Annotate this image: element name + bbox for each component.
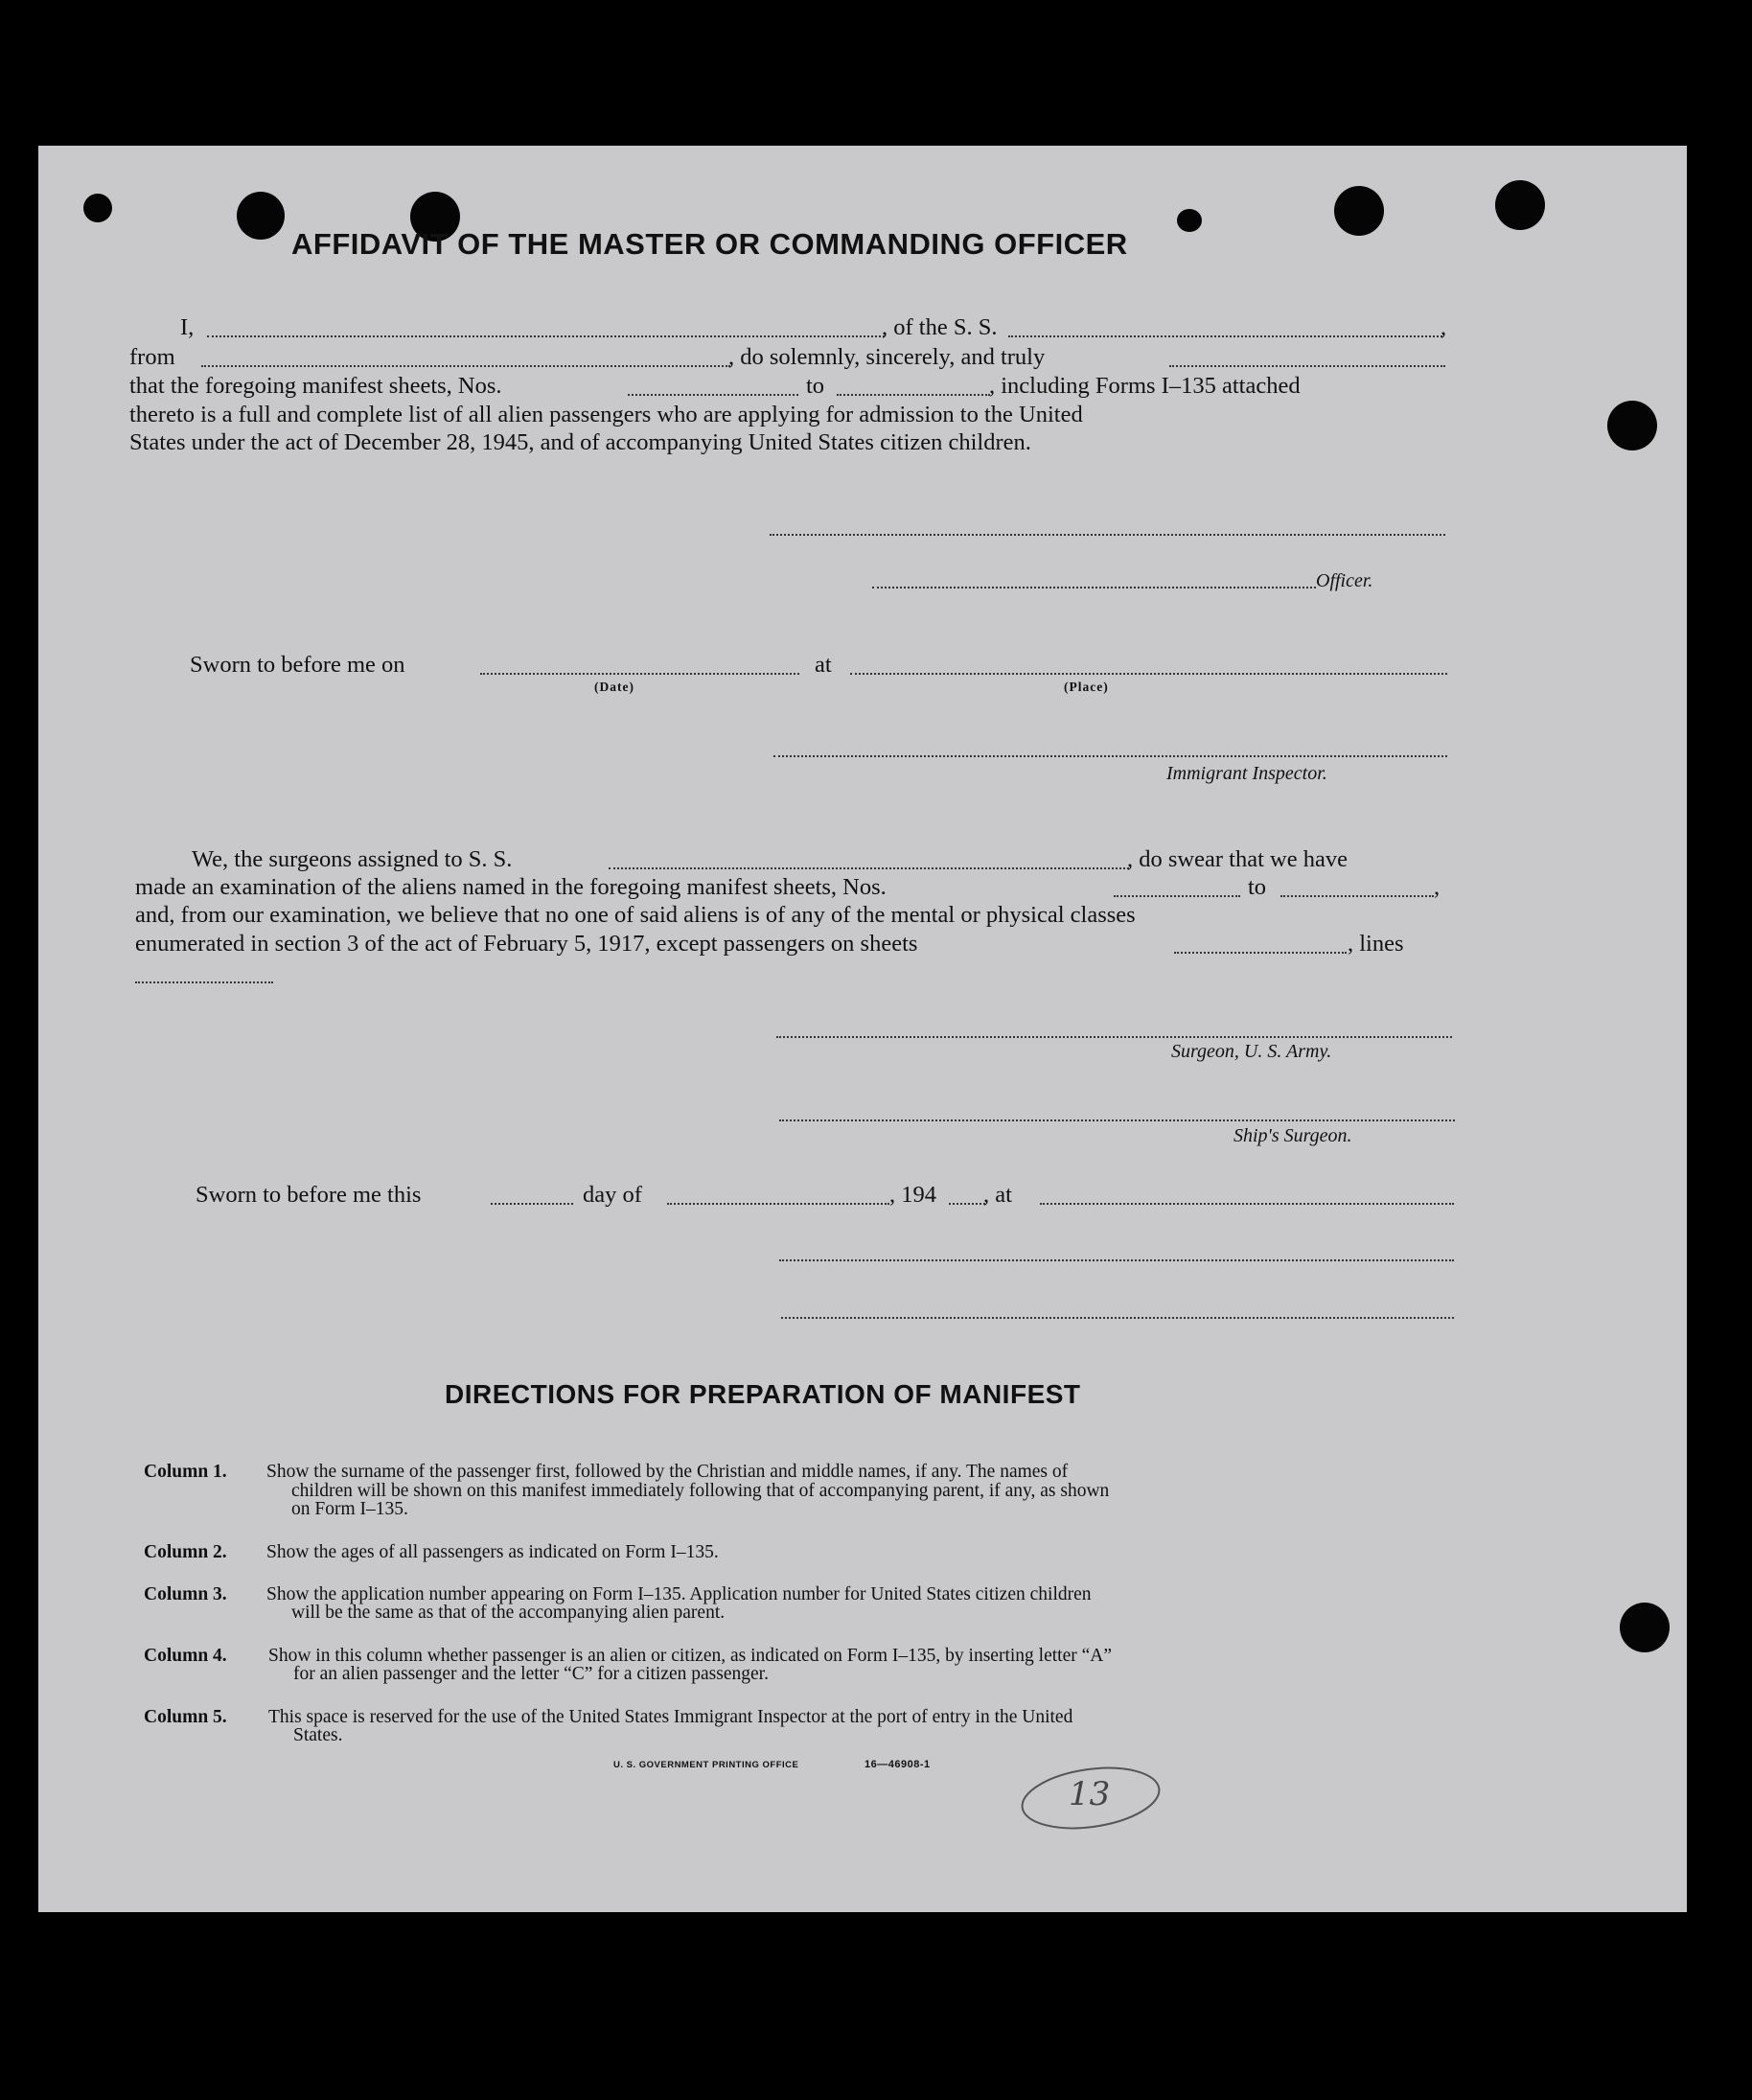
- column-2-text-1: Show the ages of all passengers as indicated on Form I–135.: [266, 1542, 719, 1562]
- sheet-number-to-field[interactable]: [837, 394, 990, 396]
- ship-name-field[interactable]: [1008, 335, 1442, 337]
- handwritten-number: 13: [1069, 1775, 1111, 1813]
- inspector-label: Immigrant Inspector.: [1166, 763, 1327, 784]
- sworn-line-2-at: , at: [983, 1182, 1012, 1208]
- sworn-place-field[interactable]: [850, 673, 1447, 675]
- surgeons-line-2-to: to: [1248, 874, 1267, 900]
- ship-surgeon-label: Ship's Surgeon.: [1233, 1125, 1352, 1146]
- column-4-text-2: for an alien passenger and the letter “C” for a citizen passenger.: [293, 1664, 769, 1684]
- punch-hole: [1334, 186, 1384, 236]
- affidavit-line-5: States under the act of December 28, 1945, and of accompanying United States citizen children.: [129, 429, 1031, 455]
- surgeons-line-4-prefix: enumerated in section 3 of the act of February 5, 1917, except passengers on sheets: [135, 931, 918, 957]
- affidavit-line-2-prefix: from: [129, 344, 175, 370]
- officer-label: Officer.: [1316, 570, 1373, 591]
- army-surgeon-signature-line[interactable]: [776, 1036, 1452, 1038]
- column-1-text-3: on Form I–135.: [291, 1499, 408, 1519]
- surgeons-line-2-end: ,: [1434, 874, 1441, 900]
- column-5-text-2: States.: [293, 1725, 343, 1745]
- affidavit-line-1-end: ,: [1441, 314, 1447, 340]
- column-3-label: Column 3.: [144, 1584, 227, 1604]
- officer-title-line[interactable]: [872, 587, 1316, 588]
- army-surgeon-label: Surgeon, U. S. Army.: [1171, 1041, 1332, 1062]
- handwritten-page-number: [1016, 1762, 1169, 1838]
- form-number: 16—46908-1: [864, 1759, 931, 1770]
- punch-hole: [1495, 180, 1545, 230]
- punch-hole: [237, 192, 285, 240]
- column-3-text-1: Show the application number appearing on Form I–135. Application number for United States citizen children: [266, 1584, 1092, 1604]
- sworn-month-field[interactable]: [667, 1203, 889, 1205]
- affidavit-line-2-mid: , do solemnly, sincerely, and truly: [728, 344, 1046, 370]
- master-signature-line[interactable]: [770, 534, 1445, 536]
- ship-surgeon-signature-line[interactable]: [779, 1119, 1455, 1121]
- sworn-day-field[interactable]: [491, 1203, 573, 1205]
- sworn-line-2-day-of: day of: [583, 1182, 642, 1208]
- column-4-text-1: Show in this column whether passenger is an alien or citizen, as indicated on Form I–135, by inserting letter “A”: [268, 1646, 1112, 1666]
- sworn-date-field[interactable]: [480, 673, 799, 675]
- sworn-year-field[interactable]: [949, 1203, 985, 1205]
- surgeons-sheet-to-field[interactable]: [1280, 895, 1434, 897]
- column-1-label: Column 1.: [144, 1462, 227, 1482]
- excepted-lines-field[interactable]: [135, 981, 273, 983]
- punch-hole: [1177, 209, 1202, 232]
- column-2-label: Column 2.: [144, 1542, 227, 1562]
- sworn-signature-line-1[interactable]: [779, 1259, 1454, 1261]
- sworn-line-1-at: at: [815, 652, 832, 678]
- column-4-label: Column 4.: [144, 1646, 227, 1666]
- affidavit-blank-line-2[interactable]: [1169, 365, 1445, 367]
- date-caption: (Date): [594, 680, 634, 694]
- surgeons-line-3: and, from our examination, we believe that no one of said aliens is of any of the mental or physical classes: [135, 902, 1136, 928]
- surgeons-sheet-from-field[interactable]: [1114, 895, 1240, 897]
- surgeons-line-2-prefix: made an examination of the aliens named in the foregoing manifest sheets, Nos.: [135, 874, 887, 900]
- sworn-signature-line-2[interactable]: [781, 1317, 1454, 1319]
- directions-title: DIRECTIONS FOR PREPARATION OF MANIFEST: [445, 1379, 1081, 1409]
- surgeons-ship-name-field[interactable]: [609, 867, 1129, 869]
- sheet-number-from-field[interactable]: [628, 394, 798, 396]
- surgeons-line-1-prefix: We, the surgeons assigned to S. S.: [192, 846, 513, 872]
- surgeons-line-1-end: , do swear that we have: [1127, 846, 1348, 872]
- surgeons-line-4-end: , lines: [1348, 931, 1404, 957]
- officer-name-field[interactable]: [207, 335, 885, 337]
- sworn-line-2-prefix: Sworn to before me this: [196, 1182, 422, 1208]
- column-1-text-2: children will be shown on this manifest immediately following that of accompanying parent, if any, as shown: [291, 1481, 1110, 1501]
- departure-port-field[interactable]: [201, 365, 730, 367]
- form-page: [38, 146, 1687, 1912]
- affidavit-line-3-end: , including Forms I–135 attached: [989, 373, 1301, 399]
- sworn-location-field[interactable]: [1040, 1203, 1454, 1205]
- printer-imprint: U. S. GOVERNMENT PRINTING OFFICE: [613, 1760, 799, 1770]
- affidavit-line-1-prefix: I,: [180, 314, 195, 340]
- affidavit-line-3-to: to: [806, 373, 825, 399]
- punch-hole: [83, 194, 112, 222]
- place-caption: (Place): [1064, 680, 1109, 694]
- excepted-sheets-field[interactable]: [1174, 952, 1347, 954]
- column-5-label: Column 5.: [144, 1707, 227, 1727]
- affidavit-line-1-mid: , of the S. S.: [882, 314, 998, 340]
- affidavit-line-3-prefix: that the foregoing manifest sheets, Nos.: [129, 373, 502, 399]
- column-5-text-1: This space is reserved for the use of the United States Immigrant Inspector at the port of entry in the United: [268, 1707, 1073, 1727]
- sworn-line-2-year: , 194: [889, 1182, 936, 1208]
- punch-hole: [1607, 401, 1657, 450]
- column-3-text-2: will be the same as that of the accompanying alien parent.: [291, 1603, 726, 1623]
- affidavit-line-4: thereto is a full and complete list of all alien passengers who are applying for admission to the United: [129, 402, 1083, 427]
- punch-hole: [1620, 1603, 1670, 1652]
- sworn-line-1-prefix: Sworn to before me on: [190, 652, 405, 678]
- page-title: AFFIDAVIT OF THE MASTER OR COMMANDING OFFICER: [291, 227, 1128, 261]
- column-1-text-1: Show the surname of the passenger first, followed by the Christian and middle names, if any. The names of: [266, 1462, 1069, 1482]
- inspector-signature-line[interactable]: [773, 755, 1447, 757]
